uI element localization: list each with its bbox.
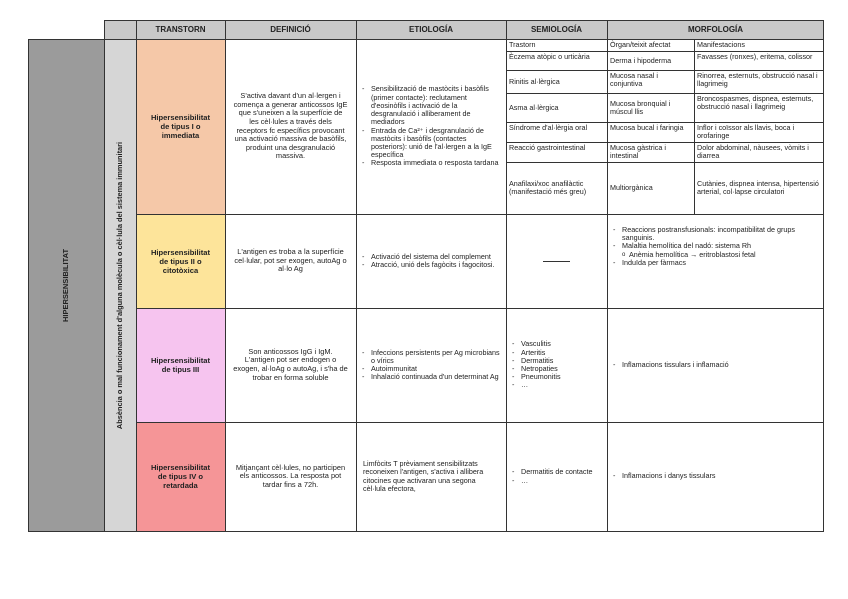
type-iii-morph-item: - Inflamacions tissulars i inflamació (613, 361, 729, 369)
typei-cell: Reacció gastrointestinal (509, 143, 586, 152)
type-iii-name: Hipersensibilitat de tipus III (150, 356, 211, 374)
type-iv-morph-item: - Inflamacions i danys tissulars (613, 472, 715, 480)
type-iii-definition: Son anticossos IgG i IgM. L'antigen pot ser endogen o exogen, al·loAg o autoAg, i s'ha de trobar en forma soluble (233, 346, 348, 382)
type-i-etiology-item: - Entrada de Ca²⁺ i desgranulació de mastòcits i basòfils (contactes posteriors): unió de l'al·lergen a la IgE específica (362, 127, 502, 160)
typei-cell: Multiorgànica (610, 182, 653, 192)
typei-cell: Broncospasmes, dispnea, esternuts, obstrucció nasal i llagrimeig (697, 94, 814, 112)
type-iv-name: Hipersensibilitat de tipus IV o retardada (150, 463, 211, 490)
type-ii-name: Hipersensibilitat de tipus II o citotòxica (150, 247, 211, 275)
hypersensitivity-label: HIPERSENSIBILITAT (61, 248, 71, 322)
type-iii-semio-item: - Arteritis (512, 349, 561, 357)
type-iii-semio-item: - Dermatitis (512, 357, 561, 365)
typei-cell: Rinorrea, esternuts, obstrucció nasal i llagrimeig (697, 71, 818, 89)
typei-cell: Mucosa nasal i conjuntiva (610, 71, 658, 89)
type-ii-morph-item: - Reaccions postransfusionals: incompatibilitat de grups sanguinis. (613, 226, 820, 242)
header-semiologia: SEMIOLOGÍA (530, 25, 583, 34)
type-ii-etiology-item: - Atracció, unió dels fagòcits i fagocitosi. (362, 261, 494, 269)
type-ii-semiology: ——— (543, 256, 570, 266)
type-i-etiology (356, 39, 506, 214)
type-ii-morph-item: - Malaltia hemolítica del nadó: sistema Rh (613, 242, 820, 250)
typei-cell: Mucosa bucal i faringia (610, 123, 684, 132)
typei-cell: Rinitis al·lèrgica (509, 76, 560, 86)
type-i-definition: S'activa davant d'un al·lergen i comença a generar anticossos IgE que s'uneixen a la superfície de les cèl·lules a través dels receptors fc específics provocant una activació massiva de basòfils, produint una desgranulació massiva. (233, 91, 348, 161)
type-ii-definition: L'antigen es troba a la superfície cel·lular, pot ser exogen, autoAg o al·lo Ag (234, 247, 347, 274)
type-iii-morphology (607, 308, 824, 422)
type-iv-semio-item: - Dermatitis de contacte (512, 468, 593, 476)
typei-cell: Mucosa bronquial i múscul llis (610, 98, 671, 116)
typei-cell: Trastorn (509, 40, 536, 49)
typei-cell: Èczema atòpic o urticària (509, 52, 590, 61)
type-iii-etiology (356, 308, 506, 422)
type-iv-morphology (607, 422, 824, 531)
type-iii-etiology-item: - Infeccions persistents per Ag microbians o vírics (362, 349, 502, 365)
type-iii-semiology (506, 308, 607, 422)
type-iii-etiology-item: - Autoimmunitat (362, 365, 502, 373)
type-iii-semio-item: - … (512, 381, 561, 389)
typei-cell: Dolor abdominal, nàusees, vòmits i diarrea (697, 143, 809, 161)
type-iv-semiology (506, 422, 607, 531)
typei-cell: Mucosa gàstrica i intestinal (610, 143, 666, 161)
type-i-etiology-item: - Resposta immediata o resposta tardana (362, 159, 502, 167)
type-iii-semio-item: - Netropaties (512, 365, 561, 373)
header-morfologia: MORFOLOGÍA (687, 25, 744, 34)
type-iii-etiology-item: - Inhalació continuada d'un determinat Ag (362, 373, 502, 381)
immune-system-label: Absència o mal funcionament d'alguna molècula o cèl·lula del sistema immunitari (115, 141, 125, 429)
type-iii-semio-item: - Pneumonitis (512, 373, 561, 381)
typei-cell: Derma i hipoderma (610, 55, 672, 65)
typei-cell: Anafilaxi/xoc anafilàctic (manifestació més greu) (509, 178, 587, 196)
typei-cell: Òrgan/teixit afectat (610, 40, 671, 49)
header-etiologia: ETIOLOGÍA (409, 25, 453, 34)
type-ii-etiology (356, 214, 506, 308)
type-ii-morph-item: - Induïda per fàrmacs (613, 259, 820, 267)
type-ii-etiology-item: - Activació del sistema del complement (362, 253, 494, 261)
typei-cell: Favasses (ronxes), eritema, colissor (697, 52, 813, 61)
type-i-etiology-item: - Sensibilització de mastòcits i basòfils (primer contacte): reclutament d'eosinòfils i activació de la desgranulació i alliberament de mediadors (362, 85, 502, 126)
type-i-name: Hipersensibilitat de tipus I o immediata (150, 113, 211, 140)
typei-cell: Cutànies, dispnea intensa, hipertensió arterial, col·lapse circulatori (697, 178, 819, 196)
header-transtorn: TRANSTORN (155, 25, 206, 34)
type-iv-semio-item: - … (512, 477, 593, 485)
typei-cell: Síndrome d'al·lèrgia oral (509, 123, 588, 132)
type-ii-morphology (607, 214, 824, 274)
typei-cell: Asma al·lèrgica (509, 102, 559, 112)
type-iii-semio-item: - Vasculitis (512, 340, 561, 348)
type-ii-morph-subitem: o Anèmia hemolítica → eritroblastosi fetal (613, 251, 820, 259)
header-definicio: DEFINICIÓ (270, 25, 311, 34)
typei-cell: Inflor i coïssor als llavis, boca i orofaringe (697, 123, 795, 141)
typei-cell: Manifestacions (697, 40, 745, 49)
type-iv-definition: Mitjançant cèl·lules, no participen els anticossos. La resposta pot tardar fins a 72h. (235, 462, 346, 489)
type-iv-etiology: Limfòcits T prèviament sensibilitzats reconeixen l'antigen, s'activa i allibera citocines que activaran una segona cèl·lula efectora, (363, 459, 484, 493)
